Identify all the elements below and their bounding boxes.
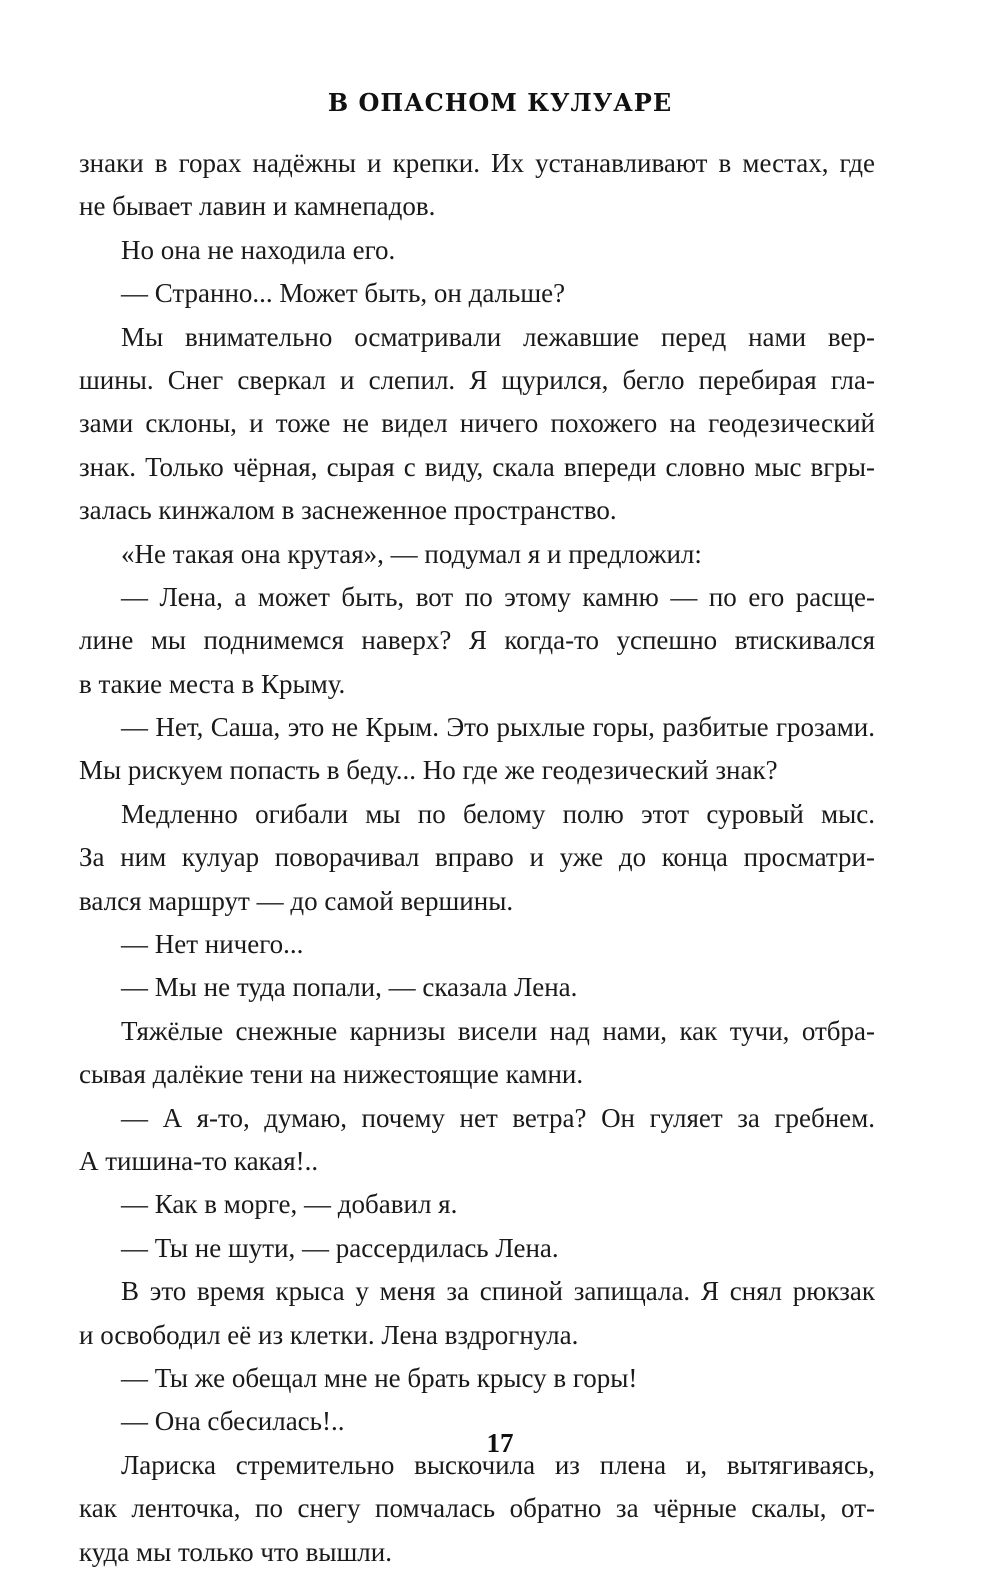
- text-line: — А я-то, думаю, почему нет ветра? Он гуляет за гребнем.: [121, 1102, 875, 1133]
- text-line: знак. Только чёрная, сырая с виду, скала впереди словно мыс вгры-: [79, 451, 875, 482]
- text-line: лине мы поднимемся наверх? Я когда-то успешно втискивался: [79, 625, 875, 656]
- text-line: — Нет ничего...: [121, 929, 304, 960]
- text-line: шины. Снег сверкал и слепил. Я щурился, бегло перебирая гла-: [79, 364, 875, 395]
- text-line: сывая далёкие тени на нижестоящие камни.: [79, 1059, 584, 1090]
- page-number: 17: [486, 1428, 514, 1458]
- text-line: А тишина-то какая!..: [79, 1145, 319, 1176]
- text-line: Медленно огибали мы по белому полю этот суровый мыс.: [121, 798, 875, 829]
- text-line: как ленточка, по снегу помчалась обратно за чёрные скалы, от-: [79, 1493, 875, 1524]
- body-text: [79, 142, 875, 1574]
- text-line: в такие места в Крыму.: [79, 668, 346, 699]
- text-line: зами склоны, и тоже не видел ничего похожего на геодезический: [79, 408, 875, 439]
- text-line: Мы внимательно осматривали лежавшие перед нами вер-: [121, 321, 875, 352]
- text-line: — Нет, Саша, это не Крым. Это рыхлые горы, разбитые грозами.: [121, 712, 875, 743]
- text-line: «Не такая она крутая», — подумал я и предложил:: [121, 538, 702, 569]
- text-line: — Лена, а может быть, вот по этому камню — по его расще-: [121, 581, 875, 612]
- text-line: Мы рискуем попасть в беду... Но где же геодезический знак?: [79, 755, 778, 786]
- text-line: не бывает лавин и камнепадов.: [79, 191, 436, 222]
- text-line: — Странно... Может быть, он дальше?: [121, 278, 566, 309]
- text-line: — Как в морге, — добавил я.: [121, 1189, 458, 1220]
- text-line: — Ты же обещал мне не брать крысу в горы!: [121, 1362, 638, 1393]
- text-line: знаки в горах надёжны и крепки. Их устанавливают в местах, где: [79, 148, 875, 178]
- text-line: — Мы не туда попали, — сказала Лена.: [121, 972, 578, 1003]
- text-line: залась кинжалом в заснеженное пространство.: [79, 495, 617, 526]
- text-line: Лариска стремительно выскочила из плена и, вытягиваясь,: [121, 1449, 875, 1480]
- text-line: вался маршрут — до самой вершины.: [79, 885, 514, 916]
- text-line: — Ты не шути, — рассердилась Лена.: [121, 1232, 559, 1263]
- running-header: В ОПАСНОМ КУЛУАРЕ: [327, 88, 673, 117]
- text-line: Тяжёлые снежные карнизы висели над нами, как тучи, отбра-: [121, 1015, 875, 1046]
- text-line: и освободил её из клетки. Лена вздрогнула.: [79, 1319, 579, 1350]
- text-line: куда мы только что вышли.: [79, 1536, 392, 1567]
- text-line: В это время крыса у меня за спиной запищала. Я снял рюкзак: [121, 1276, 875, 1307]
- text-line: Но она не находила его.: [121, 234, 396, 265]
- text-line: За ним кулуар поворачивал вправо и уже до конца просматри-: [79, 842, 875, 873]
- text-line: — Она сбесилась!..: [121, 1406, 345, 1437]
